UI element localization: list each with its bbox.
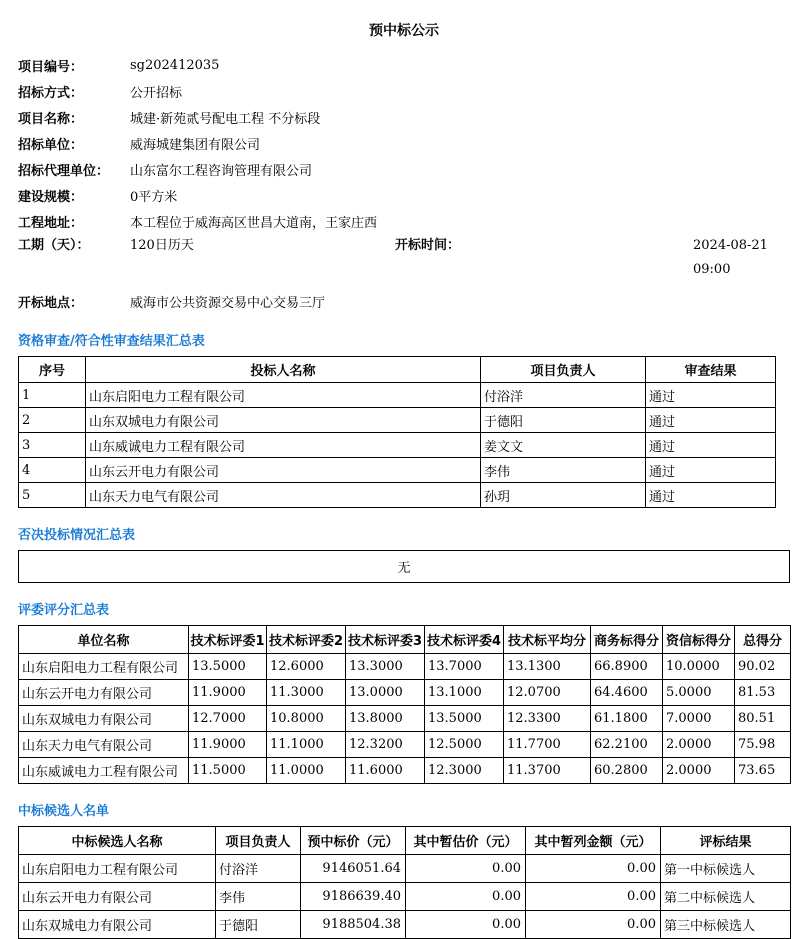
table-cell: 姜文文 <box>481 433 646 458</box>
table-row <box>19 911 791 939</box>
table-cell: 13.5000 <box>425 706 504 732</box>
table-cell: 13.1300 <box>504 654 591 680</box>
table-cell: 11.9000 <box>189 732 267 758</box>
table-cell: 山东威诚电力工程有限公司 <box>86 433 481 458</box>
section-heading-qualification: 资格审查/符合性审查结果汇总表 <box>18 334 205 349</box>
table-cell: 12.7000 <box>189 706 267 732</box>
table-cell: 61.1800 <box>591 706 663 732</box>
table-cell: 2.0000 <box>663 732 735 758</box>
table-cell: 66.8900 <box>591 654 663 680</box>
table-cell: 9146051.64 <box>301 855 406 883</box>
table-cell: 81.53 <box>735 680 791 706</box>
table-cell: 73.65 <box>735 758 791 784</box>
table-cell: 孙玥 <box>481 483 646 508</box>
table-cell: 0.00 <box>526 855 661 883</box>
table-cell: 5 <box>19 483 86 508</box>
info-row-agency <box>18 156 790 182</box>
table-cell: 4 <box>19 458 86 483</box>
table-row <box>19 680 791 706</box>
table-cell: 13.0000 <box>346 680 425 706</box>
table-row <box>19 483 776 508</box>
table-row <box>19 383 776 408</box>
table-cell: 11.5000 <box>189 758 267 784</box>
info-row-address <box>18 208 790 234</box>
column-header: 项目负责人 <box>481 357 646 383</box>
info-value: 本工程位于威海高区世昌大道南，王家庄西 <box>130 215 378 231</box>
table-row <box>19 706 791 732</box>
table-cell: 10.8000 <box>267 706 346 732</box>
column-header: 总得分 <box>735 626 791 654</box>
table-row <box>19 551 790 583</box>
info-label: 工程地址： <box>18 215 84 231</box>
table-cell: 13.8000 <box>346 706 425 732</box>
rejection-table <box>18 550 790 583</box>
info-row-project-name <box>18 104 790 130</box>
table-cell: 山东启阳电力工程有限公司 <box>19 855 216 883</box>
table-cell: 13.3000 <box>346 654 425 680</box>
column-header: 技术标评委1 <box>189 626 267 654</box>
table-cell: 11.3000 <box>267 680 346 706</box>
table-cell: 75.98 <box>735 732 791 758</box>
column-header: 商务标得分 <box>591 626 663 654</box>
rejection-content-cell: 无 <box>19 551 790 583</box>
table-cell: 0.00 <box>526 883 661 911</box>
table-cell: 第二中标候选人 <box>661 883 791 911</box>
table-cell: 山东双城电力有限公司 <box>86 408 481 433</box>
column-header: 技术标评委2 <box>267 626 346 654</box>
table-cell: 13.5000 <box>189 654 267 680</box>
info-value: 公开招标 <box>130 85 183 101</box>
info-label: 招标方式： <box>18 85 84 101</box>
section-heading-candidates: 中标候选人名单 <box>18 804 110 819</box>
info-label: 招标单位： <box>18 137 84 153</box>
table-cell: 李伟 <box>216 883 301 911</box>
table-cell: 山东云开电力有限公司 <box>86 458 481 483</box>
table-cell: 山东启阳电力工程有限公司 <box>86 383 481 408</box>
info-row-bid-method <box>18 78 790 104</box>
info-row-tender-unit <box>18 130 790 156</box>
scores-table <box>18 625 791 784</box>
column-header: 技术标评委3 <box>346 626 425 654</box>
column-header: 预中标价（元） <box>301 827 406 855</box>
table-cell: 山东双城电力有限公司 <box>19 911 216 939</box>
candidates-table <box>18 826 791 939</box>
table-cell: 11.9000 <box>189 680 267 706</box>
table-cell: 2 <box>19 408 86 433</box>
page-title: 预中标公示 <box>369 23 439 39</box>
info-row-project-number <box>18 52 790 78</box>
project-info-section <box>18 52 790 314</box>
table-cell: 于德阳 <box>216 911 301 939</box>
open-time-date: 2024-08-21 <box>693 238 768 253</box>
table-cell: 7.0000 <box>663 706 735 732</box>
table-cell: 11.0000 <box>267 758 346 784</box>
open-time-clock: 09:00 <box>693 262 731 277</box>
column-header: 单位名称 <box>19 626 189 654</box>
table-cell: 11.7700 <box>504 732 591 758</box>
table-cell: 10.0000 <box>663 654 735 680</box>
table-row <box>19 433 776 458</box>
table-cell: 山东威诚电力工程有限公司 <box>19 758 189 784</box>
column-header: 资信标得分 <box>663 626 735 654</box>
table-row <box>19 408 776 433</box>
table-cell: 5.0000 <box>663 680 735 706</box>
table-cell: 通过 <box>646 458 776 483</box>
open-time-label: 开标时间： <box>395 238 461 253</box>
table-cell: 通过 <box>646 383 776 408</box>
table-cell: 2.0000 <box>663 758 735 784</box>
column-header: 其中暂列金额（元） <box>526 827 661 855</box>
table-cell: 90.02 <box>735 654 791 680</box>
table-header-row <box>19 626 791 654</box>
table-cell: 付浴洋 <box>216 855 301 883</box>
table-row <box>19 732 791 758</box>
table-cell: 12.3200 <box>346 732 425 758</box>
table-cell: 0.00 <box>406 911 526 939</box>
duration-value: 120日历天 <box>130 238 194 253</box>
table-cell: 山东云开电力有限公司 <box>19 883 216 911</box>
table-row <box>19 458 776 483</box>
open-place-value: 威海市公共资源交易中心交易三厅 <box>130 295 326 311</box>
table-header-row <box>19 827 791 855</box>
info-value: 0平方米 <box>130 189 178 205</box>
table-cell: 12.5000 <box>425 732 504 758</box>
table-header-row <box>19 357 776 383</box>
open-time-value <box>693 234 768 282</box>
table-cell: 山东双城电力有限公司 <box>19 706 189 732</box>
table-cell: 13.1000 <box>425 680 504 706</box>
table-cell: 0.00 <box>406 855 526 883</box>
table-cell: 12.6000 <box>267 654 346 680</box>
table-cell: 9186639.40 <box>301 883 406 911</box>
info-row-scale <box>18 182 790 208</box>
table-cell: 12.3000 <box>425 758 504 784</box>
open-place-label: 开标地点： <box>18 295 84 311</box>
duration-label: 工期（天）： <box>18 238 90 253</box>
table-row <box>19 883 791 911</box>
table-cell: 山东启阳电力工程有限公司 <box>19 654 189 680</box>
info-label: 项目名称： <box>18 111 84 127</box>
table-cell: 第一中标候选人 <box>661 855 791 883</box>
table-cell: 0.00 <box>526 911 661 939</box>
table-cell: 9188504.38 <box>301 911 406 939</box>
info-value: 城建·新苑贰号配电工程 不分标段 <box>130 111 321 127</box>
table-cell: 12.0700 <box>504 680 591 706</box>
table-cell: 11.3700 <box>504 758 591 784</box>
table-row <box>19 654 791 680</box>
table-cell: 于德阳 <box>481 408 646 433</box>
column-header: 序号 <box>19 357 86 383</box>
table-cell: 李伟 <box>481 458 646 483</box>
table-cell: 3 <box>19 433 86 458</box>
table-cell: 第三中标候选人 <box>661 911 791 939</box>
info-label: 项目编号： <box>18 59 84 75</box>
section-heading-scores: 评委评分汇总表 <box>18 603 110 618</box>
column-header: 审查结果 <box>646 357 776 383</box>
info-row-open-place <box>18 288 790 314</box>
info-row-duration-opentime <box>18 234 790 282</box>
table-cell: 1 <box>19 383 86 408</box>
table-cell: 0.00 <box>406 883 526 911</box>
qualification-table <box>18 356 776 508</box>
info-label: 招标代理单位： <box>18 163 110 179</box>
column-header: 评标结果 <box>661 827 791 855</box>
table-cell: 80.51 <box>735 706 791 732</box>
section-heading-rejection: 否决投标情况汇总表 <box>18 528 136 543</box>
column-header: 投标人名称 <box>86 357 481 383</box>
table-cell: 通过 <box>646 433 776 458</box>
info-label: 建设规模： <box>18 189 84 205</box>
column-header: 技术标评委4 <box>425 626 504 654</box>
table-cell: 64.4600 <box>591 680 663 706</box>
info-value: sg202412035 <box>130 57 220 73</box>
table-cell: 12.3300 <box>504 706 591 732</box>
table-cell: 60.2800 <box>591 758 663 784</box>
table-cell: 11.6000 <box>346 758 425 784</box>
column-header: 技术标平均分 <box>504 626 591 654</box>
table-cell: 付浴洋 <box>481 383 646 408</box>
table-cell: 山东云开电力有限公司 <box>19 680 189 706</box>
table-row <box>19 855 791 883</box>
table-cell: 13.7000 <box>425 654 504 680</box>
info-value: 山东富尔工程咨询管理有限公司 <box>130 163 313 179</box>
table-cell: 11.1000 <box>267 732 346 758</box>
column-header: 中标候选人名称 <box>19 827 216 855</box>
column-header: 项目负责人 <box>216 827 301 855</box>
table-cell: 通过 <box>646 483 776 508</box>
table-cell: 山东天力电气有限公司 <box>19 732 189 758</box>
column-header: 其中暂估价（元） <box>406 827 526 855</box>
table-cell: 通过 <box>646 408 776 433</box>
table-cell: 62.2100 <box>591 732 663 758</box>
table-row <box>19 758 791 784</box>
info-value: 威海城建集团有限公司 <box>130 137 261 153</box>
table-cell: 山东天力电气有限公司 <box>86 483 481 508</box>
